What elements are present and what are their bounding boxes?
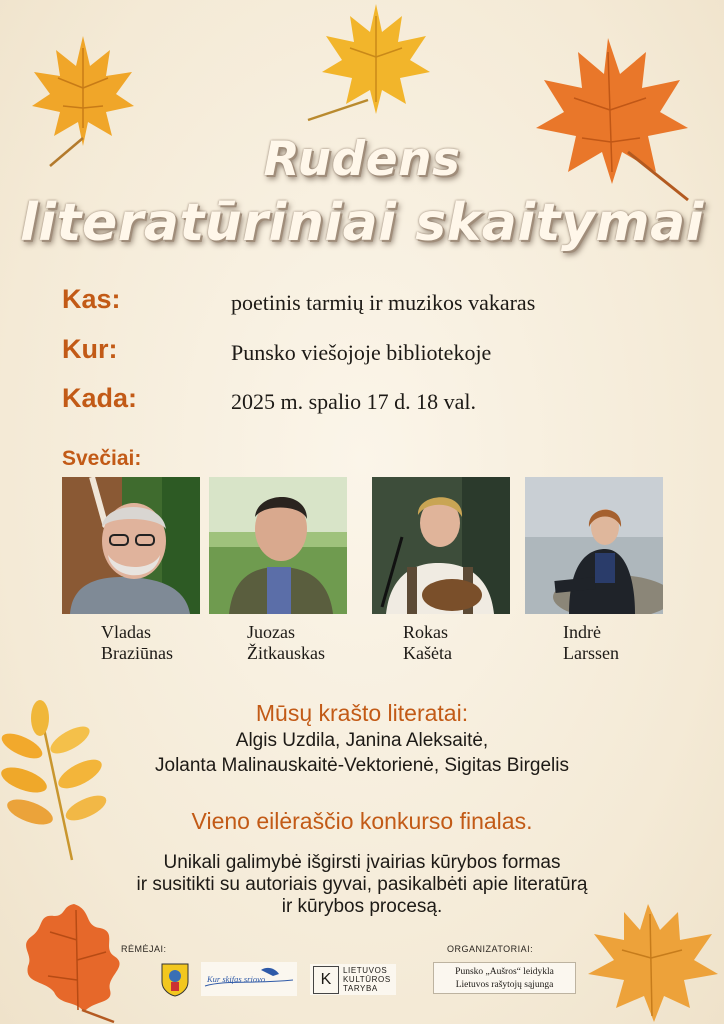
ltk-logo	[310, 964, 396, 995]
guest-name-2	[247, 622, 325, 664]
guest-photo-1	[62, 477, 200, 614]
organizer-2: Lietuvos rašytojų sąjunga	[455, 980, 554, 990]
sponsor-logo-2	[201, 962, 297, 996]
guest-name-4	[563, 622, 619, 664]
guest-photo-3	[372, 477, 510, 614]
coat-of-arms-icon	[160, 962, 190, 997]
guest-first-name: Juozas	[247, 622, 295, 642]
organizers-label: ORGANIZATORIAI:	[447, 944, 534, 954]
guest-last-name: Žitkauskas	[247, 643, 325, 663]
ltk-letter: K	[313, 966, 339, 994]
organizers-box	[433, 962, 576, 994]
title-line1: Rudens	[263, 132, 461, 187]
info-value-when: 2025 m. spalio 17 d. 18 val.	[231, 389, 477, 414]
info-value-what: poetinis tarmių ir muzikos vakaras	[231, 290, 536, 315]
info-key-when: Kada:	[62, 383, 138, 413]
guest-last-name: Braziūnas	[101, 643, 173, 663]
guest-first-name: Indrė	[563, 622, 601, 642]
description-line3: ir kūrybos procesą.	[281, 896, 443, 917]
description-line1: Unikali galimybė išgirsti įvairias kūrybos formas	[163, 852, 561, 873]
guest-name-3	[403, 622, 452, 664]
guest-photo-2	[209, 477, 347, 614]
maple-leaf-icon	[306, 2, 436, 130]
info-key-what: Kas:	[62, 284, 121, 314]
description-line2: ir susitikti su autoriais gyvai, pasikalbėti apie literatūrą	[136, 874, 588, 895]
ltk-line: TARYBA	[343, 984, 378, 993]
guest-first-name: Rokas	[403, 622, 448, 642]
title-line2: literatūriniai skaitymai	[19, 193, 704, 253]
contest-title: Vieno eilėraščio konkurso finalas.	[191, 808, 533, 834]
local-writers-title: Mūsų krašto literatai:	[255, 700, 469, 726]
guest-last-name: Kašėta	[403, 643, 452, 663]
guest-photo-4	[525, 477, 663, 614]
guest-first-name: Vladas	[101, 622, 151, 642]
sponsors-label: RĖMĖJAI:	[121, 944, 167, 954]
guest-last-name: Larssen	[563, 643, 619, 663]
info-key-where: Kur:	[62, 334, 118, 364]
local-writers-line1: Algis Uzdila, Janina Aleksaitė,	[235, 730, 489, 751]
guests-title: Svečiai:	[62, 447, 142, 470]
local-writers-line2: Jolanta Malinauskaitė-Vektorienė, Sigitas Birgelis	[155, 755, 569, 776]
info-value-where: Punsko viešojoje bibliotekoje	[231, 340, 492, 365]
oak-leaf-icon	[14, 900, 132, 1024]
sponsor-2-text: Kur skifas sriovo	[207, 974, 266, 984]
ltk-line: KULTŪROS	[343, 975, 391, 984]
organizer-1: Punsko „Aušros“ leidykla	[455, 967, 554, 977]
guest-name-1	[101, 622, 173, 664]
ltk-text	[343, 966, 391, 993]
ltk-line: LIETUVOS	[343, 966, 388, 975]
